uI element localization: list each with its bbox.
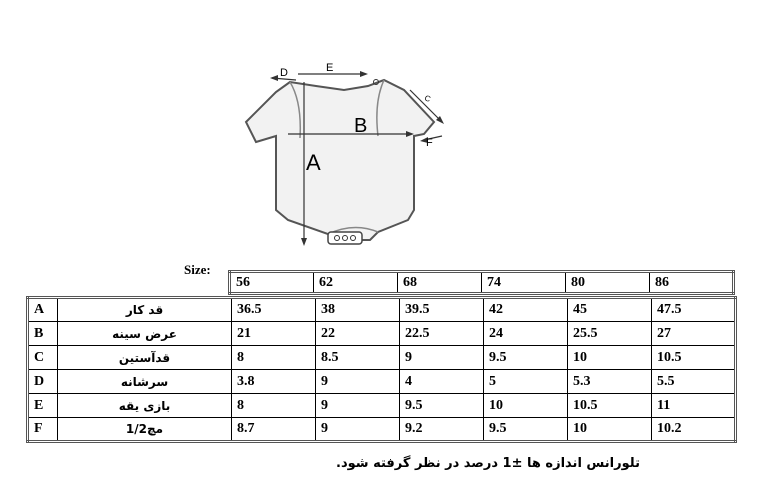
value-cell: 9.5 xyxy=(484,346,568,370)
value-cell: 9 xyxy=(316,394,400,418)
row-letter: D xyxy=(28,370,58,394)
value-cell: 27 xyxy=(652,322,736,346)
row-letter: F xyxy=(28,418,58,442)
value-cell: 8.5 xyxy=(316,346,400,370)
value-cell: 9.5 xyxy=(484,418,568,442)
value-cell: 8 xyxy=(232,394,316,418)
table-row xyxy=(28,394,736,418)
bodysuit-outline xyxy=(246,80,434,240)
value-cell: 24 xyxy=(484,322,568,346)
value-cell: 8.7 xyxy=(232,418,316,442)
size-cell: 74 xyxy=(482,272,566,294)
size-cell: 62 xyxy=(314,272,398,294)
size-cell: 80 xyxy=(566,272,650,294)
value-cell: 22.5 xyxy=(400,322,484,346)
value-cell: 9.5 xyxy=(400,394,484,418)
value-cell: 38 xyxy=(316,298,400,322)
value-cell: 25.5 xyxy=(568,322,652,346)
value-cell: 45 xyxy=(568,298,652,322)
value-cell: 8 xyxy=(232,346,316,370)
value-cell: 39.5 xyxy=(400,298,484,322)
value-cell: 47.5 xyxy=(652,298,736,322)
row-name: قدآستین xyxy=(58,346,232,370)
tolerance-note: تلورانس اندازه ها ±1 درصد در نظر گرفته شود. xyxy=(336,456,640,471)
row-letter: B xyxy=(28,322,58,346)
row-name: سرشانه xyxy=(58,370,232,394)
value-cell: 42 xyxy=(484,298,568,322)
label-c: C xyxy=(423,93,432,104)
size-cell: 56 xyxy=(230,272,314,294)
label-d: D xyxy=(280,67,288,79)
size-label: Size: xyxy=(184,262,211,277)
table-row xyxy=(28,370,736,394)
value-cell: 21 xyxy=(232,322,316,346)
bodysuit-diagram xyxy=(228,52,460,252)
row-name: قد کار xyxy=(58,298,232,322)
table-row xyxy=(28,418,736,442)
value-cell: 11 xyxy=(652,394,736,418)
row-name: عرض سینه xyxy=(58,322,232,346)
value-cell: 9 xyxy=(316,418,400,442)
size-header-row xyxy=(230,272,734,294)
size-header-table xyxy=(228,270,735,295)
value-cell: 9.2 xyxy=(400,418,484,442)
value-cell: 5.3 xyxy=(568,370,652,394)
table-row xyxy=(28,346,736,370)
value-cell: 5.5 xyxy=(652,370,736,394)
label-a: A xyxy=(306,150,321,175)
table-row xyxy=(28,322,736,346)
row-letter: C xyxy=(28,346,58,370)
value-cell: 10.2 xyxy=(652,418,736,442)
value-cell: 36.5 xyxy=(232,298,316,322)
size-cell: 86 xyxy=(650,272,734,294)
value-cell: 10 xyxy=(484,394,568,418)
size-cell: 68 xyxy=(398,272,482,294)
value-cell: 10 xyxy=(568,346,652,370)
value-cell: 22 xyxy=(316,322,400,346)
row-name: بازی یقه xyxy=(58,394,232,418)
measurements-table xyxy=(26,296,737,443)
label-b: B xyxy=(354,115,368,137)
table-row xyxy=(28,298,736,322)
row-letter: A xyxy=(28,298,58,322)
label-e: E xyxy=(326,62,334,74)
value-cell: 4 xyxy=(400,370,484,394)
snap-strip xyxy=(328,232,362,244)
value-cell: 10.5 xyxy=(568,394,652,418)
row-name: مچ1/2 xyxy=(58,418,232,442)
value-cell: 5 xyxy=(484,370,568,394)
label-f: F xyxy=(426,137,433,149)
value-cell: 9 xyxy=(400,346,484,370)
row-letter: E xyxy=(28,394,58,418)
value-cell: 10.5 xyxy=(652,346,736,370)
value-cell: 9 xyxy=(316,370,400,394)
value-cell: 10 xyxy=(568,418,652,442)
value-cell: 3.8 xyxy=(232,370,316,394)
